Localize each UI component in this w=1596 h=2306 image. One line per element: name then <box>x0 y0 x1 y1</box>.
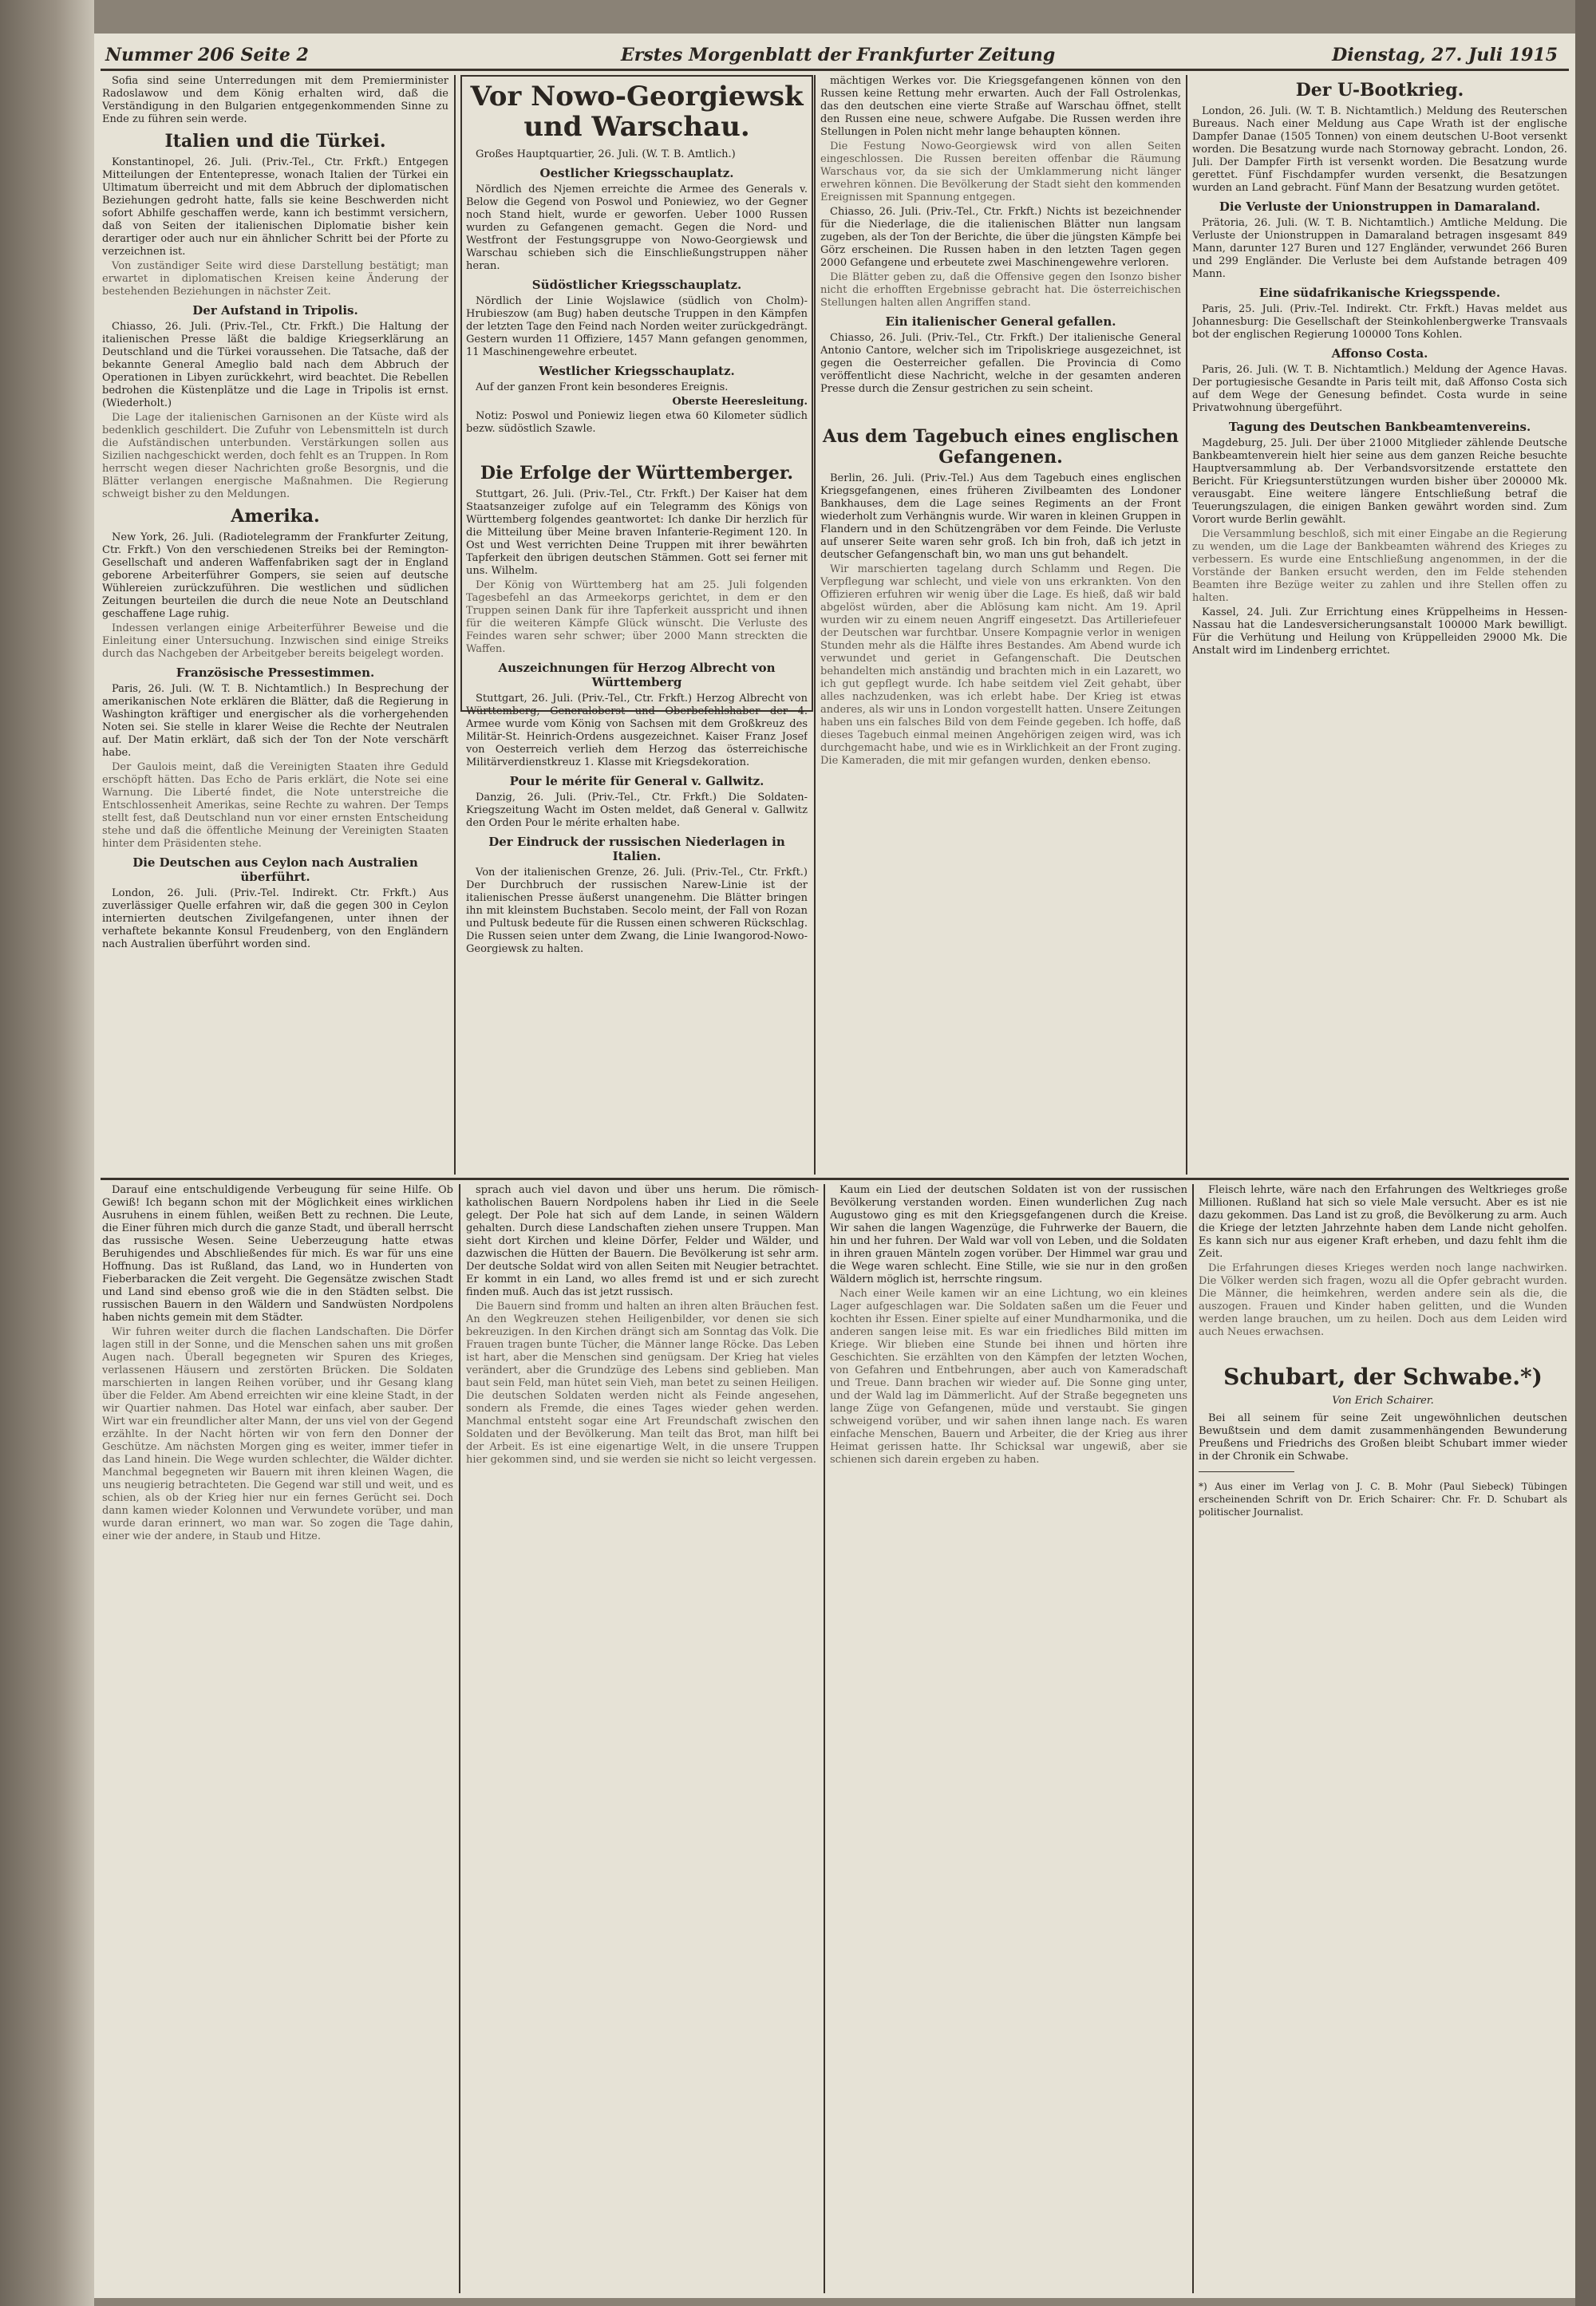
feuilleton-b: sprach auch viel davon und über uns herum. Die römisch-katholischen Bauern Nordpolens haben ihr Lied in die Seele gelegt. Der Pole hat sich auf dem Lande, in seinen Wäldern gehalten. Durch diese Landschaften ziehen unsere Truppen. Man sieht dort Kirchen und kleine Dörfer, Felder und Wälder, und dazwischen die Hütten der Bauern. Die Bevölkerung ist sehr arm. Der deutsche Soldat wird von allen Seiten mit Neugier betrachtet. Er kommt in ein Land, wo alles fremd ist und er sich zurecht finden muß. Auch das ist jetzt russisch. <box>466 1184 819 1298</box>
report-signature: Oberste Heeresleitung. <box>672 396 808 408</box>
column-divider <box>1186 75 1187 1175</box>
article-intro: Sofia sind seine Unterredungen mit dem Premierminister Radoslawow und dem König erhalten wird, daß die Verständigung in den Bulgarien entgegenkommenden Sinne zu Ende zu führen sein werde. <box>102 75 448 125</box>
article-tripolis: Chiasso, 26. Juli. (Priv.-Tel., Ctr. Frkft.) Die Haltung der italienischen Presse läßt die baldige Kriegserklärung an Deutschland und die Türkei voraussehen. Die Tatsache, daß der bekannte General Ameglio bald nach dem Abbruch der Operationen in Libyen zurückkehrt, wird beachtet. Die Rebellen bedrohen die Küstenplätze und die Lage in Tripolis ist ernst. (Wiederholt.) <box>102 321 448 409</box>
headline-wuerttemberger: Die Erfolge der Württemberger. <box>480 463 794 484</box>
article-eindruck: Von der italienischen Grenze, 26. Juli. (Priv.-Tel., Ctr. Frkft.) Der Durchbruch der russischen Narew-Linie ist der italienischen Presse äußerst unangenehm. Die Blätter bringen ihn mit kleinstem Buchstaben. Secolo meint, der Fall von Rozan und Pultusk bedeute für die Russen einen schweren Rückschlag. Die Russen seien unter dem Zwang, die Linie Iwangorod-Nowo-Georgiewsk zu halten. <box>466 867 808 955</box>
column-4 <box>1192 75 1567 1175</box>
feuilleton-a: Darauf eine entschuldigende Verbeugung für seine Hilfe. Ob Gewiß! Ich begann schon mit der Möglichkeit eines wirklichen Ausruhens in einem fühlen, weißen Bett zu rechnen. Die Leute, die Einer führen mich durch die ganze Stadt, und überall herrscht das russische Wesen. Seine Ueberzeugung hatte etwas Beruhigendes und Abschließendes für mich. Es war für uns eine Hoffnung. Das ist Rußland, das Land, wo in Hunderten von Fieberbaracken die Zeit vergeht. Die Gegensätze zwischen Stadt und Land sind ebenso groß wie die in den Städten selbst. Die russischen Bauern in den Wäldern und Sandwüsten Nordpolens haben nichts gemein mit dem Städter. <box>102 1184 453 1324</box>
report-header: Großes Hauptquartier, 26. Juli. (W. T. B. Amtlich.) <box>476 148 736 160</box>
headline-ceylon: Die Deutschen aus Ceylon nach Australien überführt. <box>132 855 418 884</box>
column-1 <box>102 75 448 1175</box>
report-west: Auf der ganzen Front kein besonderes Ereignis. <box>476 381 729 393</box>
column-3 <box>820 75 1181 1175</box>
headline-sued: Südöstlicher Kriegsschauplatz. <box>531 278 742 292</box>
footnote-schubart: *) Aus einer im Verlag von J. C. B. Mohr (Paul Siebeck) Tübingen erscheinenden Schrift von Dr. Erich Schairer: Chr. Fr. D. Schubart als politischer Journalist. <box>1199 1481 1567 1518</box>
headline-main: Vor Nowo-Georgiewsk und Warschau. <box>470 81 804 143</box>
article-tagebuch-cont: Wir marschierten tagelang durch Schlamm und Regen. Die Verpflegung war schlecht, und viele von uns erkrankten. Von den Offizieren erfuhren wir wenig über die Lage. Es hieß, daß wir bald abgelöst würden, aber die Ablösung kam nicht. Am 19. April wurden wir zu einem neuen Angriff eingesetzt. Das Artilleriefeuer der Deutschen war furchtbar. Unsere Kompagnie verlor in wenigen Stunden mehr als die Hälfte ihres Bestandes. Am Abend wurde ich verwundet und geriet in Gefangenschaft. Die Deutschen behandelten mich anständig und brachten mich in ein Lazarett, wo ich gut gepflegt wurde. Ich habe seitdem viel Zeit gehabt, über alles nachzudenken, was ich erlebt habe. Der Krieg ist etwas anderes, als wir uns in London vorgestellt hatten. Unsere Zeitungen haben uns ein falsches Bild von dem Feinde gegeben. Ich hoffe, daß dieses Tagebuch einmal meinen Angehörigen zeigen wird, was ich durchgemacht habe, und wie es in Wirklichkeit an der Front zuging. Die Kameraden, die mit mir gefangen wurden, denken ebenso. <box>820 563 1181 767</box>
article-damaraland: Prätoria, 26. Juli. (W. T. B. Nichtamtlich.) Amtliche Meldung. Die Verluste der Unionstruppen in Damaraland betragen insgesamt 849 Mann, darunter 127 Buren und 127 Engländer, verwundet 266 Buren und 299 Engländer. Die Verluste bei dem Aufstande betragen 409 Mann. <box>1192 217 1567 280</box>
article-chiasso-cont: Die Blätter geben zu, daß die Offensive gegen den Isonzo bisher nicht die erhofften Ergebnisse gebracht hat. Die österreichischen Stellungen halten allen Angriffen stand. <box>820 271 1181 309</box>
feuilleton-col-3 <box>830 1184 1187 2293</box>
report-ost: Nördlich des Njemen erreichte die Armee des Generals v. Below die Gegend von Poswol und Poniewiez, wo der Gegner noch Stand hielt, wurde er geworfen. Ueber 1000 Russen wurden zu Gefangenen gemacht. Gegen die Nord- und Westfront der Festungsgruppe von Nowo-Georgiewsk und Warschau schieben sich die Einschließungstruppen näher heran. <box>466 184 808 272</box>
headline-merite: Pour le mérite für General v. Gallwitz. <box>509 774 764 788</box>
headline-italien: Italien und die Türkei. <box>164 131 386 152</box>
column-divider <box>454 75 456 1175</box>
masthead <box>94 40 1575 67</box>
article-merite: Danzig, 26. Juli. (Priv.-Tel., Ctr. Frkft.) Die Soldaten-Kriegszeitung Wacht im Osten meldet, daß General v. Gallwitz den Orden Pour le mérite erhalten habe. <box>466 792 808 829</box>
column-divider <box>814 75 816 1175</box>
feuilleton-d-cont: Die Erfahrungen dieses Krieges werden noch lange nachwirken. Die Völker werden sich fragen, wozu all die Opfer gebracht wurden. Die Männer, die heimkehren, werden andere sein als die, die auszogen. Frauen und Kinder haben gelitten, und die Wunden werden lange brauchen, um zu heilen. Doch aus dem Leiden wird auch Neues erwachsen. <box>1199 1262 1567 1338</box>
headline-damaraland: Die Verluste der Unionstruppen in Damaraland. <box>1219 199 1541 214</box>
newspaper-title: Erstes Morgenblatt der Frankfurter Zeitung <box>621 45 1056 65</box>
headline-presse: Französische Pressestimmen. <box>176 665 375 680</box>
article-uboot: London, 26. Juli. (W. T. B. Nichtamtlich.) Meldung des Reuterschen Bureaus. Nach einer Meldung aus Cape Wrath ist der englische Dampfer Danae (1505 Tonnen) von einem deutschen U-Boot versenkt worden. Die Besatzung wurde nach Stornoway gebracht. London, 26. Juli. Der Dampfer Firth ist versenkt worden. Die Besatzung wurde gerettet. Fünf Fischdampfer wurden versenkt, die Besatzungen wurden an Land gebracht. Fünf Mann der Besatzung wurden getötet. <box>1192 105 1567 194</box>
page-number: Nummer 206 Seite 2 <box>105 45 309 65</box>
article-general: Chiasso, 26. Juli. (Priv.-Tel., Ctr. Frkft.) Der italienische General Antonio Cantore, welcher sich im Tripoliskriege ausgezeichnet, ist gegen die Oesterreicher gefallen. Die Provincia di Como veröffentlicht diese Nachricht, welche in der gesamten anderen Presse durch die Zensur gestrichen zu sein scheint. <box>820 332 1181 395</box>
report-note: Notiz: Poswol und Poniewiz liegen etwa 60 Kilometer südlich bezw. südöstlich Szawle. <box>466 410 808 435</box>
issue-date: Dienstag, 27. Juli 1915 <box>1332 45 1558 65</box>
newspaper-page <box>94 34 1575 2298</box>
feuilleton-c: Kaum ein Lied der deutschen Soldaten ist von der russischen Bevölkerung verstanden worden. Einen wunderlichen Zug nach Augustowo ging es mit den Kriegsgefangenen durch die Kreise. Wir sahen die langen Wagenzüge, die Fuhrwerke der Bauern, die hin und her fuhren. Der Wald war voll von Leben, und die Soldaten in ihren grauen Mänteln zogen vorüber. Der Himmel war grau und die Wege waren schlecht. Eine Stille, wie sie nur in den großen Wäldern möglich ist, herrschte ringsum. <box>830 1184 1187 1285</box>
article-italien: Konstantinopel, 26. Juli. (Priv.-Tel., Ctr. Frkft.) Entgegen Mitteilungen der Ententepresse, wonach Italien der Türkei ein Ultimatum überreicht und mit dem Abbruch der diplomatischen Beziehungen gedroht hatte, falls sie keine Beschwerden nicht sofort Abhilfe geschaffen werde, kann ich bestimmt versichern, daß von Seiten der italienischen Diplomatie bisher kein derartiger oder auch nur ein ähnlicher Schritt bei der Pforte zu verzeichnen ist. <box>102 156 448 258</box>
headline-west: Westlicher Kriegsschauplatz. <box>539 364 735 378</box>
article-kriegsspende: Paris, 25. Juli. (Priv.-Tel. Indirekt. Ctr. Frkft.) Havas meldet aus Johannesburg: Die Gesellschaft der Steinkohlenbergwerke Transvaals bot der englischen Regierung 100000 Tons Kohlen. <box>1192 303 1567 341</box>
headline-kriegsspende: Eine südafrikanische Kriegsspende. <box>1258 286 1501 300</box>
column-divider <box>459 1184 460 2293</box>
feuilleton-a-cont: Wir fuhren weiter durch die flachen Landschaften. Die Dörfer lagen still in der Sonne, und die Menschen sahen uns mit großen Augen nach. Überall begegneten wir Spuren des Krieges, verlassenen Häusern und zerstörten Brücken. Die Soldaten marschierten in langen Reihen vorüber, und ihr Gesang klang über die Felder. Am Abend erreichten wir eine kleine Stadt, in der wir Quartier nahmen. Das Hotel war einfach, aber sauber. Der Wirt war ein freundlicher alter Mann, der uns viel von der Gegend erzählte. In der Nacht hörten wir von fern den Donner der Geschütze. Am nächsten Morgen ging es weiter, immer tiefer in das Land hinein. Die Wege wurden schlechter, die Wälder dichter. Manchmal begegneten wir Bauern mit ihren kleinen Wagen, die uns neugierig betrachteten. Die Gegend war still und weit, und es schien, als ob der Krieg hier nur ein fernes Gerücht sei. Doch dann kamen wieder Kolonnen und Verwundete vorüber, und man wurde daran erinnert, wo man war. So zogen die Tage dahin, einer wie der andere, in Staub und Hitze. <box>102 1326 453 1542</box>
page-edge <box>1575 0 1596 2306</box>
headline-ost: Oestlicher Kriegsschauplatz. <box>539 166 734 180</box>
article-amerika: New York, 26. Juli. (Radiotelegramm der Frankfurter Zeitung, Ctr. Frkft.) Von den verschiedenen Streiks bei der Remington-Gesellschaft und anderen Waffenfabriken sagt der in England geborene Arbeiterführer Gompers, sie seien auf deutsche Wühlereien zurückzuführen. Die westlichen und südlichen Zeitungen beurteilen die durch die neue Note an Deutschland geschaffene Lage ruhig. <box>102 531 448 620</box>
article-kassel: Kassel, 24. Juli. Zur Errichtung eines Krüppelheims in Hessen-Nassau hat die Landesversicherungsanstalt 100000 Mark bewilligt. Für die Verhütung und Heilung von Krüppelleiden 29000 Mk. Die Anstalt wird im Lindenberg errichtet. <box>1192 606 1567 657</box>
headline-eindruck: Der Eindruck der russischen Niederlagen in Italien. <box>488 835 785 863</box>
feuilleton-b-cont: Die Bauern sind fromm und halten an ihren alten Bräuchen fest. An den Wegkreuzen stehen Heiligenbilder, vor denen sie sich bekreuzigen. In den Kirchen drängt sich am Sonntag das Volk. Die Frauen tragen bunte Tücher, die Männer lange Röcke. Das Leben ist hart, aber die Menschen sind genügsam. Der Krieg hat vieles verändert, aber die Grundzüge des Lebens sind geblieben. Man baut sein Feld, man hütet sein Vieh, man betet zu seinen Heiligen. Die deutschen Soldaten werden nicht als Feinde angesehen, sondern als Fremde, die eines Tages wieder gehen werden. Manchmal entsteht sogar eine Art Freundschaft zwischen den Soldaten und der Bevölkerung. Man teilt das Brot, man hilft bei der Arbeit. Es ist eine eigenartige Welt, in die unsere Truppen hier gekommen sind, und sie werden sie nicht so leicht vergessen. <box>466 1301 819 1466</box>
byline-schubart: Von Erich Schairer. <box>1332 1395 1434 1407</box>
feuilleton-col-2 <box>466 1184 819 2293</box>
headline-tripolis: Der Aufstand in Tripolis. <box>192 303 358 318</box>
column-divider <box>824 1184 825 2293</box>
article-bankbeamte-cont: Die Versammlung beschloß, sich mit einer Eingabe an die Regierung zu wenden, um die Lage der Bankbeamten während des Krieges zu verbessern. Es wurde eine Entschließung angenommen, in der die Vorstände der Banken ersucht werden, den im Felde stehenden Beamten ihre Bezüge weiter zu zahlen und ihre Stellen offen zu halten. <box>1192 528 1567 604</box>
headline-tagebuch: Aus dem Tagebuch eines englischen Gefangenen. <box>822 426 1179 468</box>
headline-schubart: Schubart, der Schwabe.*) <box>1223 1364 1543 1390</box>
article-schubart: Bei all seinem für seine Zeit ungewöhnlichen deutschen Bewußtsein und dem damit zusammenhängenden Bewunderung Preußens und Friedrichs des Großen bleibt Schubart immer wieder in der Chronik ein Schwabe. <box>1199 1412 1567 1463</box>
article-italien-cont: Von zuständiger Seite wird diese Darstellung bestätigt; man erwartet in diplomatischen Kreisen keine Änderung der bestehenden Beziehungen in nächster Zeit. <box>102 260 448 298</box>
article-tagebuch: Berlin, 26. Juli. (Priv.-Tel.) Aus dem Tagebuch eines englischen Kriegsgefangenen, eines früheren Zivilbeamten des Londoner Bankhauses, dem die Lage seines Regiments an der Front wiederholt zum Verhängnis wurde. Wir waren in kleinen Gruppen in Flandern und in den Schützengräben vor dem Feinde. Die Verluste auf unserer Seite waren sehr groß. Ich bin froh, daß ich jetzt in deutscher Gefangenschaft bin, wo man uns gut behandelt. <box>820 472 1181 561</box>
article-top: mächtigen Werkes vor. Die Kriegsgefangenen können von den Russen keine Rettung mehr erwarten. Auch der Fall Ostrolenkas, das den deutschen eine vierte Straße auf Warschau öffnet, stellt den Russen eine neue, schwere Aufgabe. Die Russen werden ihre Stellungen in Polen nicht mehr lange behaupten können. <box>820 75 1181 138</box>
feuilleton-c-cont: Nach einer Weile kamen wir an eine Lichtung, wo ein kleines Lager aufgeschlagen war. Die Soldaten saßen um die Feuer und kochten ihr Essen. Einer spielte auf einer Mundharmonika, und die anderen sangen leise mit. Es war ein friedliches Bild mitten im Kriege. Wir blieben eine Stunde bei ihnen und hörten ihre Geschichten. Sie erzählten von den Kämpfen der letzten Wochen, von Gefahren und Entbehrungen, aber auch von Kameradschaft und Treue. Dann brachen wir wieder auf. Die Sonne ging unter, und der Wald lag im Dämmerlicht. Auf der Straße begegneten uns lange Züge von Gefangenen, müde und verstaubt. Sie gingen schweigend vorüber, und wir sahen ihnen lange nach. Es waren einfache Menschen, Bauern und Arbeiter, die der Krieg aus ihrer Heimat gerissen hatte. Ihr Schicksal war ungewiß, aber sie schienen sich darein ergeben zu haben. <box>830 1288 1187 1466</box>
article-bankbeamte: Magdeburg, 25. Juli. Der über 21000 Mitglieder zählende Deutsche Bankbeamtenverein hielt hier seine aus dem ganzen Reiche besuchte Hauptversammlung ab. Der Verbandsvorsitzende erstattete den Bericht. Für Kriegsunterstützungen wurden bisher über 200000 Mk. verausgabt. Eine weitere längere Entschließung betraf die Teuerungszulagen, die einigen Banken gewährt worden sind. Zum Vorort wurde Berlin gewählt. <box>1192 437 1567 526</box>
article-auszeichnungen: Stuttgart, 26. Juli. (Priv.-Tel., Ctr. Frkft.) Herzog Albrecht von Württemberg, Generaloberst und Oberbefehlshaber der 4. Armee wurde vom König von Sachsen mit dem Großkreuz des Militär-St. Heinrich-Ordens ausgezeichnet. Kaiser Franz Josef von Oesterreich verlieh dem Herzog das österreichische Militärverdienstkreuz 1. Klasse mit Kriegsdekoration. <box>466 693 808 768</box>
feuilleton-col-1 <box>102 1184 453 2293</box>
article-wuerttemberger-cont: Der König von Württemberg hat am 25. Juli folgenden Tagesbefehl an das Armeekorps gerichtet, in dem er den Truppen seinen Dank für ihre Tapferkeit ausspricht und ihnen für die weiteren Kämpfe Glück wünscht. Die Verluste des Feindes waren sehr schwer; über 2000 Mann streckten die Waffen. <box>466 579 808 655</box>
headline-bankbeamte: Tagung des Deutschen Bankbeamtenvereins. <box>1228 420 1531 434</box>
article-chiasso: Chiasso, 26. Juli. (Priv.-Tel., Ctr. Frkft.) Nichts ist bezeichnender für die Niederlage, die die italienischen Blätter nun langsam zugeben, als der Ton der Berichte, die über die jüngsten Kämpfe bei Görz erscheinen. Die Russen haben in den letzten Tagen gegen 2000 Gefangene und erbeutete zwei Maschinengewehre verloren. <box>820 206 1181 269</box>
section-divider <box>101 1178 1569 1180</box>
footnote-rule <box>1199 1471 1294 1472</box>
headline-uboot: Der U-Bootkrieg. <box>1295 80 1464 101</box>
feuilleton-col-4 <box>1199 1184 1567 2293</box>
masthead-rule <box>101 69 1569 71</box>
feuilleton-d: Fleisch lehrte, wäre nach den Erfahrungen des Weltkrieges große Millionen. Rußland hat sich so viele Male versucht. Aber es ist nie dazu gekommen. Das Land ist zu groß, die Bevölkerung zu arm. Auch die Kriege der letzten Jahrzehnte haben dem Lande nicht geholfen. Es kann sich nur aus eigener Kraft erheben, und dazu fehlt ihm die Zeit. <box>1199 1184 1567 1260</box>
headline-costa: Affonso Costa. <box>1331 346 1428 361</box>
column-2 <box>466 78 808 1171</box>
article-presse: Paris, 26. Juli. (W. T. B. Nichtamtlich.) In Besprechung der amerikanischen Note erklären die Blätter, daß die Regierung in Washington kräftiger und energischer als die vorhergehenden Noten sei. Sie stelle in klarer Weise die Rechte der Neutralen auf. Der Matin erklärt, daß sich der Ton der Note verschärft habe. <box>102 683 448 759</box>
article-ceylon: London, 26. Juli. (Priv.-Tel. Indirekt. Ctr. Frkft.) Aus zuverlässiger Quelle erfahren wir, daß die gegen 300 in Ceylon internierten deutschen Zivilgefangenen, unter ihnen der verhaftete bekannte Konsul Freudenberg, von den Engländern nach Australien überführt worden sind. <box>102 887 448 950</box>
headline-auszeichnungen: Auszeichnungen für Herzog Albrecht von Württemberg <box>498 661 776 689</box>
headline-general: Ein italienischer General gefallen. <box>885 314 1116 329</box>
report-sued: Nördlich der Linie Wojslawice (südlich von Cholm)-Hrubieszow (am Bug) haben deutsche Truppen in den Kämpfen der letzten Tage den Feind nach Norden weiter zurückgedrängt. Gestern wurden 11 Offiziere, 1457 Mann gefangen genommen, 11 Maschinengewehre erbeutet. <box>466 295 808 358</box>
article-presse-cont: Der Gaulois meint, daß die Vereinigten Staaten ihre Geduld erschöpft hätten. Das Echo de Paris erklärt, die Note sei eine Warnung. Die Liberté findet, die Note unterstreiche die Entschlossenheit Amerikas, seine Rechte zu wahren. Der Temps stellt fest, daß Deutschland nun vor einer ernsten Entscheidung stehe und daß die öffentliche Meinung der Vereinigten Staaten hinter dem Präsidenten stehe. <box>102 761 448 850</box>
article-amerika-cont: Indessen verlangen einige Arbeiterführer Beweise und die Einleitung einer Untersuchung. Inzwischen sind einige Streiks durch das Nachgeben der Arbeitgeber bereits beigelegt worden. <box>102 622 448 660</box>
column-divider <box>1192 1184 1194 2293</box>
article-costa: Paris, 26. Juli. (W. T. B. Nichtamtlich.) Meldung der Agence Havas. Der portugiesische Gesandte in Paris teilt mit, daß Affonso Costa sich auf dem Wege der Genesung befindet. Costa wurde in seine Privatwohnung übergeführt. <box>1192 364 1567 414</box>
headline-amerika: Amerika. <box>231 506 320 527</box>
article-top-cont: Die Festung Nowo-Georgiewsk wird von allen Seiten eingeschlossen. Die Russen bereiten offenbar die Räumung Warschaus vor, da sie sich der Umklammerung nicht länger erwehren können. Die Bevölkerung der Stadt sieht den kommenden Ereignissen mit Spannung entgegen. <box>820 140 1181 203</box>
article-wuerttemberger: Stuttgart, 26. Juli. (Priv.-Tel., Ctr. Frkft.) Der Kaiser hat dem Staatsanzeiger zufolge auf ein Telegramm des Königs von Württemberg folgendes geantwortet: Ich danke Dir herzlich für die Mitteilung über Meine braven Infanterie-Regiment 120. In Ost und West verrichten Deine Truppen mit ihrer bewährten Tapferkeit den übrigen deutschen Stämmen. Gott sei ferner mit uns. Wilhelm. <box>466 488 808 577</box>
article-tripolis-cont: Die Lage der italienischen Garnisonen an der Küste wird als bedenklich geschildert. Die Zufuhr von Lebensmitteln ist durch die Aufständischen unterbunden. Verstärkungen sollen aus Sizilien nachgeschickt werden, doch fehlt es an Truppen. In Rom herrscht wegen dieser Nachrichten große Besorgnis, und die Blätter verlangen energische Maßnahmen. Die Regierung schweigt bisher zu den Meldungen. <box>102 412 448 500</box>
book-spine <box>0 0 94 2306</box>
